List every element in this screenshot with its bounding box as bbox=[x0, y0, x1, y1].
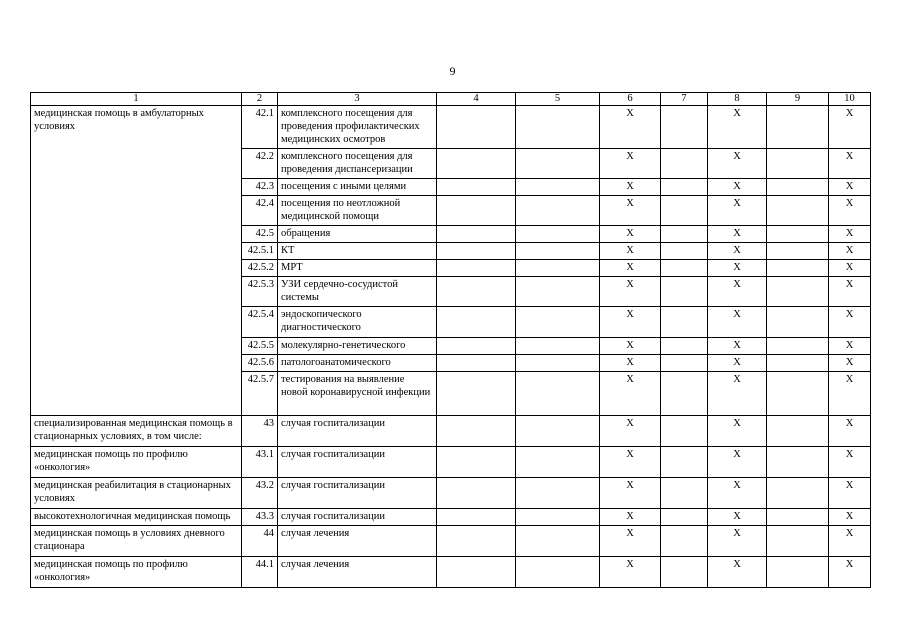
empty-cell bbox=[767, 260, 829, 277]
empty-cell bbox=[516, 509, 600, 526]
empty-cell bbox=[516, 355, 600, 372]
unit-cell: случая лечения bbox=[278, 557, 437, 588]
empty-cell bbox=[437, 106, 516, 149]
unit-cell: тестирования на выявление новой коронавирусной инфекции bbox=[278, 372, 437, 416]
mark-cell: X bbox=[600, 447, 661, 478]
empty-cell bbox=[661, 106, 708, 149]
unit-cell: КТ bbox=[278, 243, 437, 260]
empty-cell bbox=[767, 509, 829, 526]
mark-cell: X bbox=[600, 277, 661, 307]
unit-cell: УЗИ сердечно-сосудистой системы bbox=[278, 277, 437, 307]
category-cell: медицинская помощь по профилю «онкология» bbox=[31, 447, 242, 478]
column-header: 3 bbox=[278, 93, 437, 106]
empty-cell bbox=[437, 372, 516, 416]
code-cell: 42.5.3 bbox=[242, 277, 278, 307]
mark-cell: X bbox=[600, 526, 661, 557]
empty-cell bbox=[767, 243, 829, 260]
mark-cell: X bbox=[708, 226, 767, 243]
code-cell: 42.5.2 bbox=[242, 260, 278, 277]
mark-cell: X bbox=[708, 355, 767, 372]
column-header: 4 bbox=[437, 93, 516, 106]
mark-cell: X bbox=[708, 149, 767, 179]
table-row bbox=[31, 416, 871, 447]
empty-cell bbox=[516, 557, 600, 588]
column-header: 6 bbox=[600, 93, 661, 106]
unit-cell: эндоскопического диагностического bbox=[278, 307, 437, 338]
empty-cell bbox=[767, 196, 829, 226]
mark-cell: X bbox=[829, 372, 871, 416]
mark-cell: X bbox=[708, 416, 767, 447]
empty-cell bbox=[516, 106, 600, 149]
mark-cell: X bbox=[829, 260, 871, 277]
table-row bbox=[31, 526, 871, 557]
category-cell: медицинская помощь по профилю «онкология» bbox=[31, 557, 242, 588]
column-header: 5 bbox=[516, 93, 600, 106]
empty-cell bbox=[661, 179, 708, 196]
code-cell: 43.3 bbox=[242, 509, 278, 526]
mark-cell: X bbox=[600, 179, 661, 196]
empty-cell bbox=[516, 260, 600, 277]
empty-cell bbox=[516, 277, 600, 307]
unit-cell: патологоанатомического bbox=[278, 355, 437, 372]
code-cell: 42.5.6 bbox=[242, 355, 278, 372]
mark-cell: X bbox=[708, 557, 767, 588]
mark-cell: X bbox=[600, 106, 661, 149]
mark-cell: X bbox=[708, 243, 767, 260]
empty-cell bbox=[437, 509, 516, 526]
empty-cell bbox=[661, 243, 708, 260]
empty-cell bbox=[661, 196, 708, 226]
empty-cell bbox=[437, 149, 516, 179]
table-row bbox=[31, 478, 871, 509]
empty-cell bbox=[767, 447, 829, 478]
empty-cell bbox=[661, 526, 708, 557]
mark-cell: X bbox=[829, 226, 871, 243]
mark-cell: X bbox=[829, 355, 871, 372]
unit-cell: обращения bbox=[278, 226, 437, 243]
code-cell: 42.4 bbox=[242, 196, 278, 226]
category-cell: специализированная медицинская помощь в стационарных условиях, в том числе: bbox=[31, 416, 242, 447]
empty-cell bbox=[661, 260, 708, 277]
code-cell: 42.5.5 bbox=[242, 338, 278, 355]
mark-cell: X bbox=[829, 509, 871, 526]
unit-cell: комплексного посещения для проведения профилактических медицинских осмотров bbox=[278, 106, 437, 149]
column-header: 8 bbox=[708, 93, 767, 106]
category-cell: медицинская помощь в амбулаторных условиях bbox=[31, 106, 242, 416]
unit-cell: молекулярно-генетического bbox=[278, 338, 437, 355]
mark-cell: X bbox=[600, 557, 661, 588]
empty-cell bbox=[516, 196, 600, 226]
empty-cell bbox=[767, 372, 829, 416]
mark-cell: X bbox=[708, 106, 767, 149]
code-cell: 42.5 bbox=[242, 226, 278, 243]
empty-cell bbox=[516, 149, 600, 179]
empty-cell bbox=[516, 226, 600, 243]
empty-cell bbox=[437, 447, 516, 478]
empty-cell bbox=[767, 277, 829, 307]
mark-cell: X bbox=[708, 526, 767, 557]
mark-cell: X bbox=[600, 260, 661, 277]
empty-cell bbox=[437, 338, 516, 355]
mark-cell: X bbox=[600, 478, 661, 509]
code-cell: 42.5.1 bbox=[242, 243, 278, 260]
table-row bbox=[31, 509, 871, 526]
empty-cell bbox=[437, 277, 516, 307]
page-number: 9 bbox=[449, 64, 456, 78]
code-cell: 44.1 bbox=[242, 557, 278, 588]
empty-cell bbox=[516, 243, 600, 260]
mark-cell: X bbox=[708, 338, 767, 355]
unit-cell: случая госпитализации bbox=[278, 478, 437, 509]
empty-cell bbox=[516, 179, 600, 196]
column-header: 7 bbox=[661, 93, 708, 106]
unit-cell: случая лечения bbox=[278, 526, 437, 557]
empty-cell bbox=[767, 226, 829, 243]
empty-cell bbox=[437, 243, 516, 260]
mark-cell: X bbox=[708, 277, 767, 307]
unit-cell: случая госпитализации bbox=[278, 416, 437, 447]
empty-cell bbox=[516, 478, 600, 509]
empty-cell bbox=[661, 338, 708, 355]
code-cell: 42.5.7 bbox=[242, 372, 278, 416]
code-cell: 43 bbox=[242, 416, 278, 447]
mark-cell: X bbox=[708, 372, 767, 416]
empty-cell bbox=[767, 557, 829, 588]
mark-cell: X bbox=[600, 307, 661, 338]
empty-cell bbox=[661, 447, 708, 478]
empty-cell bbox=[661, 149, 708, 179]
mark-cell: X bbox=[829, 447, 871, 478]
code-cell: 42.1 bbox=[242, 106, 278, 149]
mark-cell: X bbox=[829, 478, 871, 509]
data-table bbox=[30, 92, 871, 588]
mark-cell: X bbox=[600, 355, 661, 372]
empty-cell bbox=[437, 416, 516, 447]
code-cell: 44 bbox=[242, 526, 278, 557]
empty-cell bbox=[661, 355, 708, 372]
mark-cell: X bbox=[600, 226, 661, 243]
table-row bbox=[31, 106, 871, 149]
empty-cell bbox=[767, 179, 829, 196]
mark-cell: X bbox=[708, 478, 767, 509]
category-cell: высокотехнологичная медицинская помощь bbox=[31, 509, 242, 526]
empty-cell bbox=[437, 260, 516, 277]
mark-cell: X bbox=[600, 149, 661, 179]
mark-cell: X bbox=[829, 243, 871, 260]
mark-cell: X bbox=[708, 260, 767, 277]
empty-cell bbox=[661, 372, 708, 416]
mark-cell: X bbox=[708, 509, 767, 526]
code-cell: 42.3 bbox=[242, 179, 278, 196]
empty-cell bbox=[516, 372, 600, 416]
mark-cell: X bbox=[829, 106, 871, 149]
mark-cell: X bbox=[708, 447, 767, 478]
code-cell: 43.2 bbox=[242, 478, 278, 509]
column-header: 1 bbox=[31, 93, 242, 106]
empty-cell bbox=[767, 149, 829, 179]
empty-cell bbox=[516, 307, 600, 338]
empty-cell bbox=[661, 277, 708, 307]
code-cell: 42.5.4 bbox=[242, 307, 278, 338]
mark-cell: X bbox=[829, 416, 871, 447]
header-row bbox=[31, 93, 871, 106]
empty-cell bbox=[767, 106, 829, 149]
empty-cell bbox=[516, 338, 600, 355]
table-row bbox=[31, 447, 871, 478]
empty-cell bbox=[437, 307, 516, 338]
empty-cell bbox=[516, 447, 600, 478]
mark-cell: X bbox=[600, 196, 661, 226]
empty-cell bbox=[767, 416, 829, 447]
empty-cell bbox=[437, 557, 516, 588]
mark-cell: X bbox=[829, 196, 871, 226]
empty-cell bbox=[767, 355, 829, 372]
empty-cell bbox=[661, 416, 708, 447]
empty-cell bbox=[661, 478, 708, 509]
code-cell: 43.1 bbox=[242, 447, 278, 478]
column-header: 10 bbox=[829, 93, 871, 106]
empty-cell bbox=[516, 416, 600, 447]
mark-cell: X bbox=[829, 277, 871, 307]
column-header: 2 bbox=[242, 93, 278, 106]
empty-cell bbox=[437, 355, 516, 372]
empty-cell bbox=[767, 526, 829, 557]
empty-cell bbox=[437, 196, 516, 226]
unit-cell: посещения с иными целями bbox=[278, 179, 437, 196]
code-cell: 42.2 bbox=[242, 149, 278, 179]
mark-cell: X bbox=[829, 526, 871, 557]
empty-cell bbox=[516, 526, 600, 557]
mark-cell: X bbox=[829, 179, 871, 196]
column-header: 9 bbox=[767, 93, 829, 106]
unit-cell: случая госпитализации bbox=[278, 509, 437, 526]
category-cell: медицинская реабилитация в стационарных условиях bbox=[31, 478, 242, 509]
empty-cell bbox=[437, 526, 516, 557]
empty-cell bbox=[437, 226, 516, 243]
unit-cell: МРТ bbox=[278, 260, 437, 277]
unit-cell: комплексного посещения для проведения диспансеризации bbox=[278, 149, 437, 179]
category-cell: медицинская помощь в условиях дневного стационара bbox=[31, 526, 242, 557]
unit-cell: случая госпитализации bbox=[278, 447, 437, 478]
mark-cell: X bbox=[600, 372, 661, 416]
mark-cell: X bbox=[829, 557, 871, 588]
empty-cell bbox=[767, 338, 829, 355]
mark-cell: X bbox=[829, 338, 871, 355]
mark-cell: X bbox=[708, 196, 767, 226]
empty-cell bbox=[661, 307, 708, 338]
empty-cell bbox=[767, 478, 829, 509]
table-row bbox=[31, 557, 871, 588]
empty-cell bbox=[767, 307, 829, 338]
unit-cell: посещения по неотложной медицинской помощи bbox=[278, 196, 437, 226]
empty-cell bbox=[661, 509, 708, 526]
mark-cell: X bbox=[708, 307, 767, 338]
mark-cell: X bbox=[600, 416, 661, 447]
mark-cell: X bbox=[600, 243, 661, 260]
mark-cell: X bbox=[829, 149, 871, 179]
mark-cell: X bbox=[829, 307, 871, 338]
empty-cell bbox=[437, 478, 516, 509]
empty-cell bbox=[661, 226, 708, 243]
mark-cell: X bbox=[708, 179, 767, 196]
empty-cell bbox=[437, 179, 516, 196]
mark-cell: X bbox=[600, 338, 661, 355]
mark-cell: X bbox=[600, 509, 661, 526]
empty-cell bbox=[661, 557, 708, 588]
